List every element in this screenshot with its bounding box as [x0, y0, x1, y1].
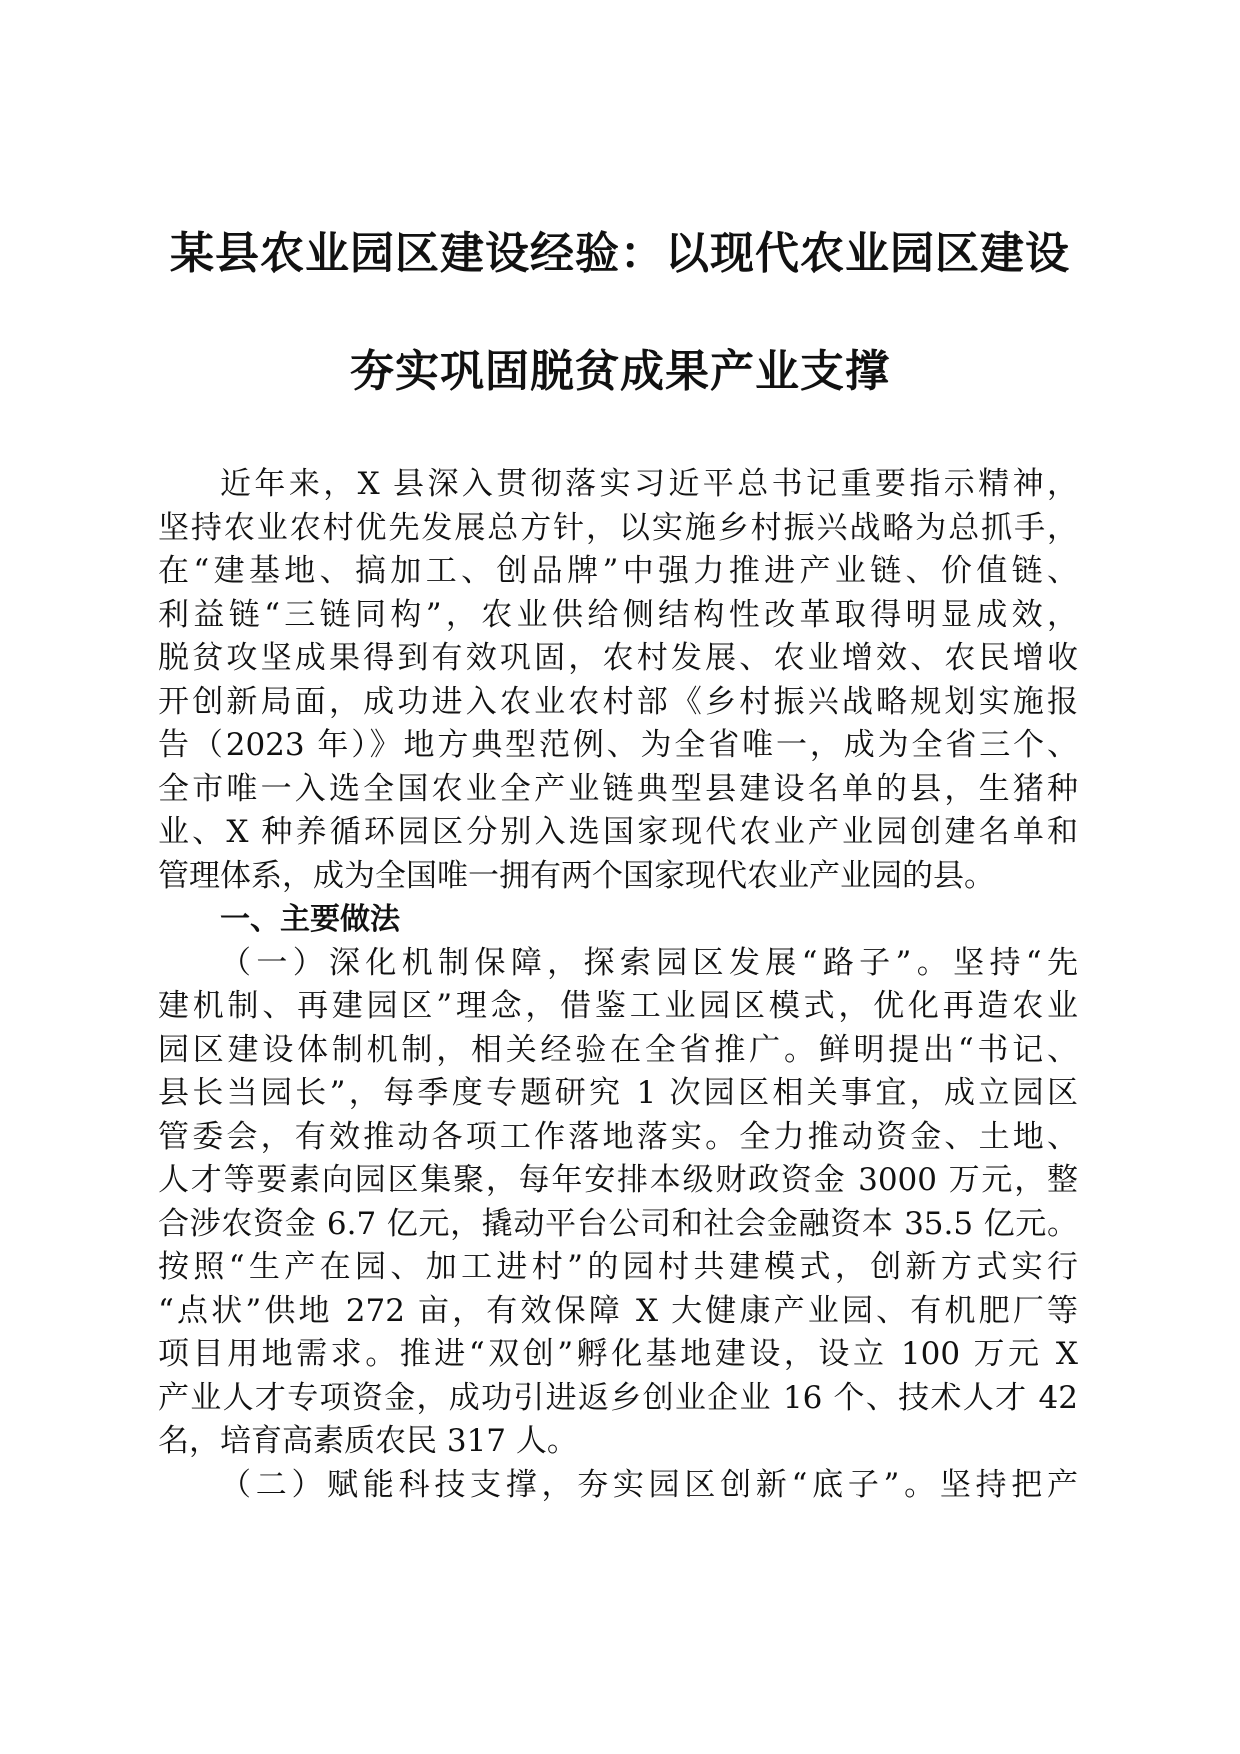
text-line: 近年来，X 县深入贯彻落实习近平总书记重要指示精神， [220, 466, 1078, 502]
paragraph-technology [158, 1464, 1078, 1508]
text-line: 告（2023 年）》地方典型范例、为全省唯一，成为全省三个、 [158, 727, 1078, 763]
text-line: 建机制、再建园区”理念，借鉴工业园区模式，优化再造农业 [158, 988, 1078, 1024]
text-line: 县长当园长”，每季度专题研究 1 次园区相关事宜，成立园区 [158, 1075, 1078, 1111]
text-line: 业、X 种养循环园区分别入选国家现代农业产业园创建名单和 [158, 814, 1078, 850]
text-line: 按照“生产在园、加工进村”的园村共建模式，创新方式实行 [158, 1249, 1078, 1285]
text-line: （二）赋能科技支撑，夯实园区创新“底子”。坚持把产 [220, 1466, 1078, 1503]
text-line: “点状”供地 272 亩，有效保障 X 大健康产业园、有机肥厂等 [158, 1292, 1078, 1329]
text-line: 坚持农业农村优先发展总方针，以实施乡村振兴战略为总抓手， [158, 509, 1078, 546]
text-line: 合涉农资金 6.7 亿元，撬动平台公司和社会金融资本 35.5 亿元。 [158, 1205, 1078, 1242]
title-line-2: 夯实巩固脱贫成果产业支撑 [350, 346, 890, 397]
document-body [158, 463, 1078, 1507]
title-line-1: 某县农业园区建设经验：以现代农业园区建设 [170, 228, 1070, 279]
intro-paragraph [158, 463, 1078, 898]
text-line: 名，培育高素质农民 317 人。 [158, 1423, 578, 1459]
text-line: 项目用地需求。推进“双创”孵化基地建设，设立 100 万元 X [158, 1336, 1078, 1372]
text-line: 开创新局面，成功进入农业农村部《乡村振兴战略规划实施报 [158, 683, 1078, 720]
text-line: 利益链“三链同构”，农业供给侧结构性改革取得明显成效， [158, 596, 1078, 633]
section-heading: 一、主要做法 [220, 902, 400, 937]
text-line: 管理体系，成为全国唯一拥有两个国家现代农业产业园的县。 [158, 857, 995, 894]
text-line: 在“建基地、搞加工、创品牌”中强力推进产业链、价值链、 [158, 553, 1078, 589]
text-line: 人才等要素向园区集聚，每年安排本级财政资金 3000 万元，整 [158, 1162, 1078, 1198]
text-line: 产业人才专项资金，成功引进返乡创业企业 16 个、技术人才 42 [158, 1379, 1078, 1416]
text-line: 园区建设体制机制，相关经验在全省推广。鲜明提出“书记、 [158, 1031, 1078, 1068]
text-line: 脱贫攻坚成果得到有效巩固，农村发展、农业增效、农民增收 [158, 640, 1078, 676]
paragraph-mechanism [158, 942, 1078, 1464]
text-line: （一）深化机制保障，探索园区发展“路子”。坚持“先 [220, 944, 1078, 981]
text-line: 管委会，有效推动各项工作落地落实。全力推动资金、土地、 [158, 1118, 1078, 1155]
text-line: 全市唯一入选全国农业全产业链典型县建设名单的县，生猪种 [158, 770, 1078, 807]
